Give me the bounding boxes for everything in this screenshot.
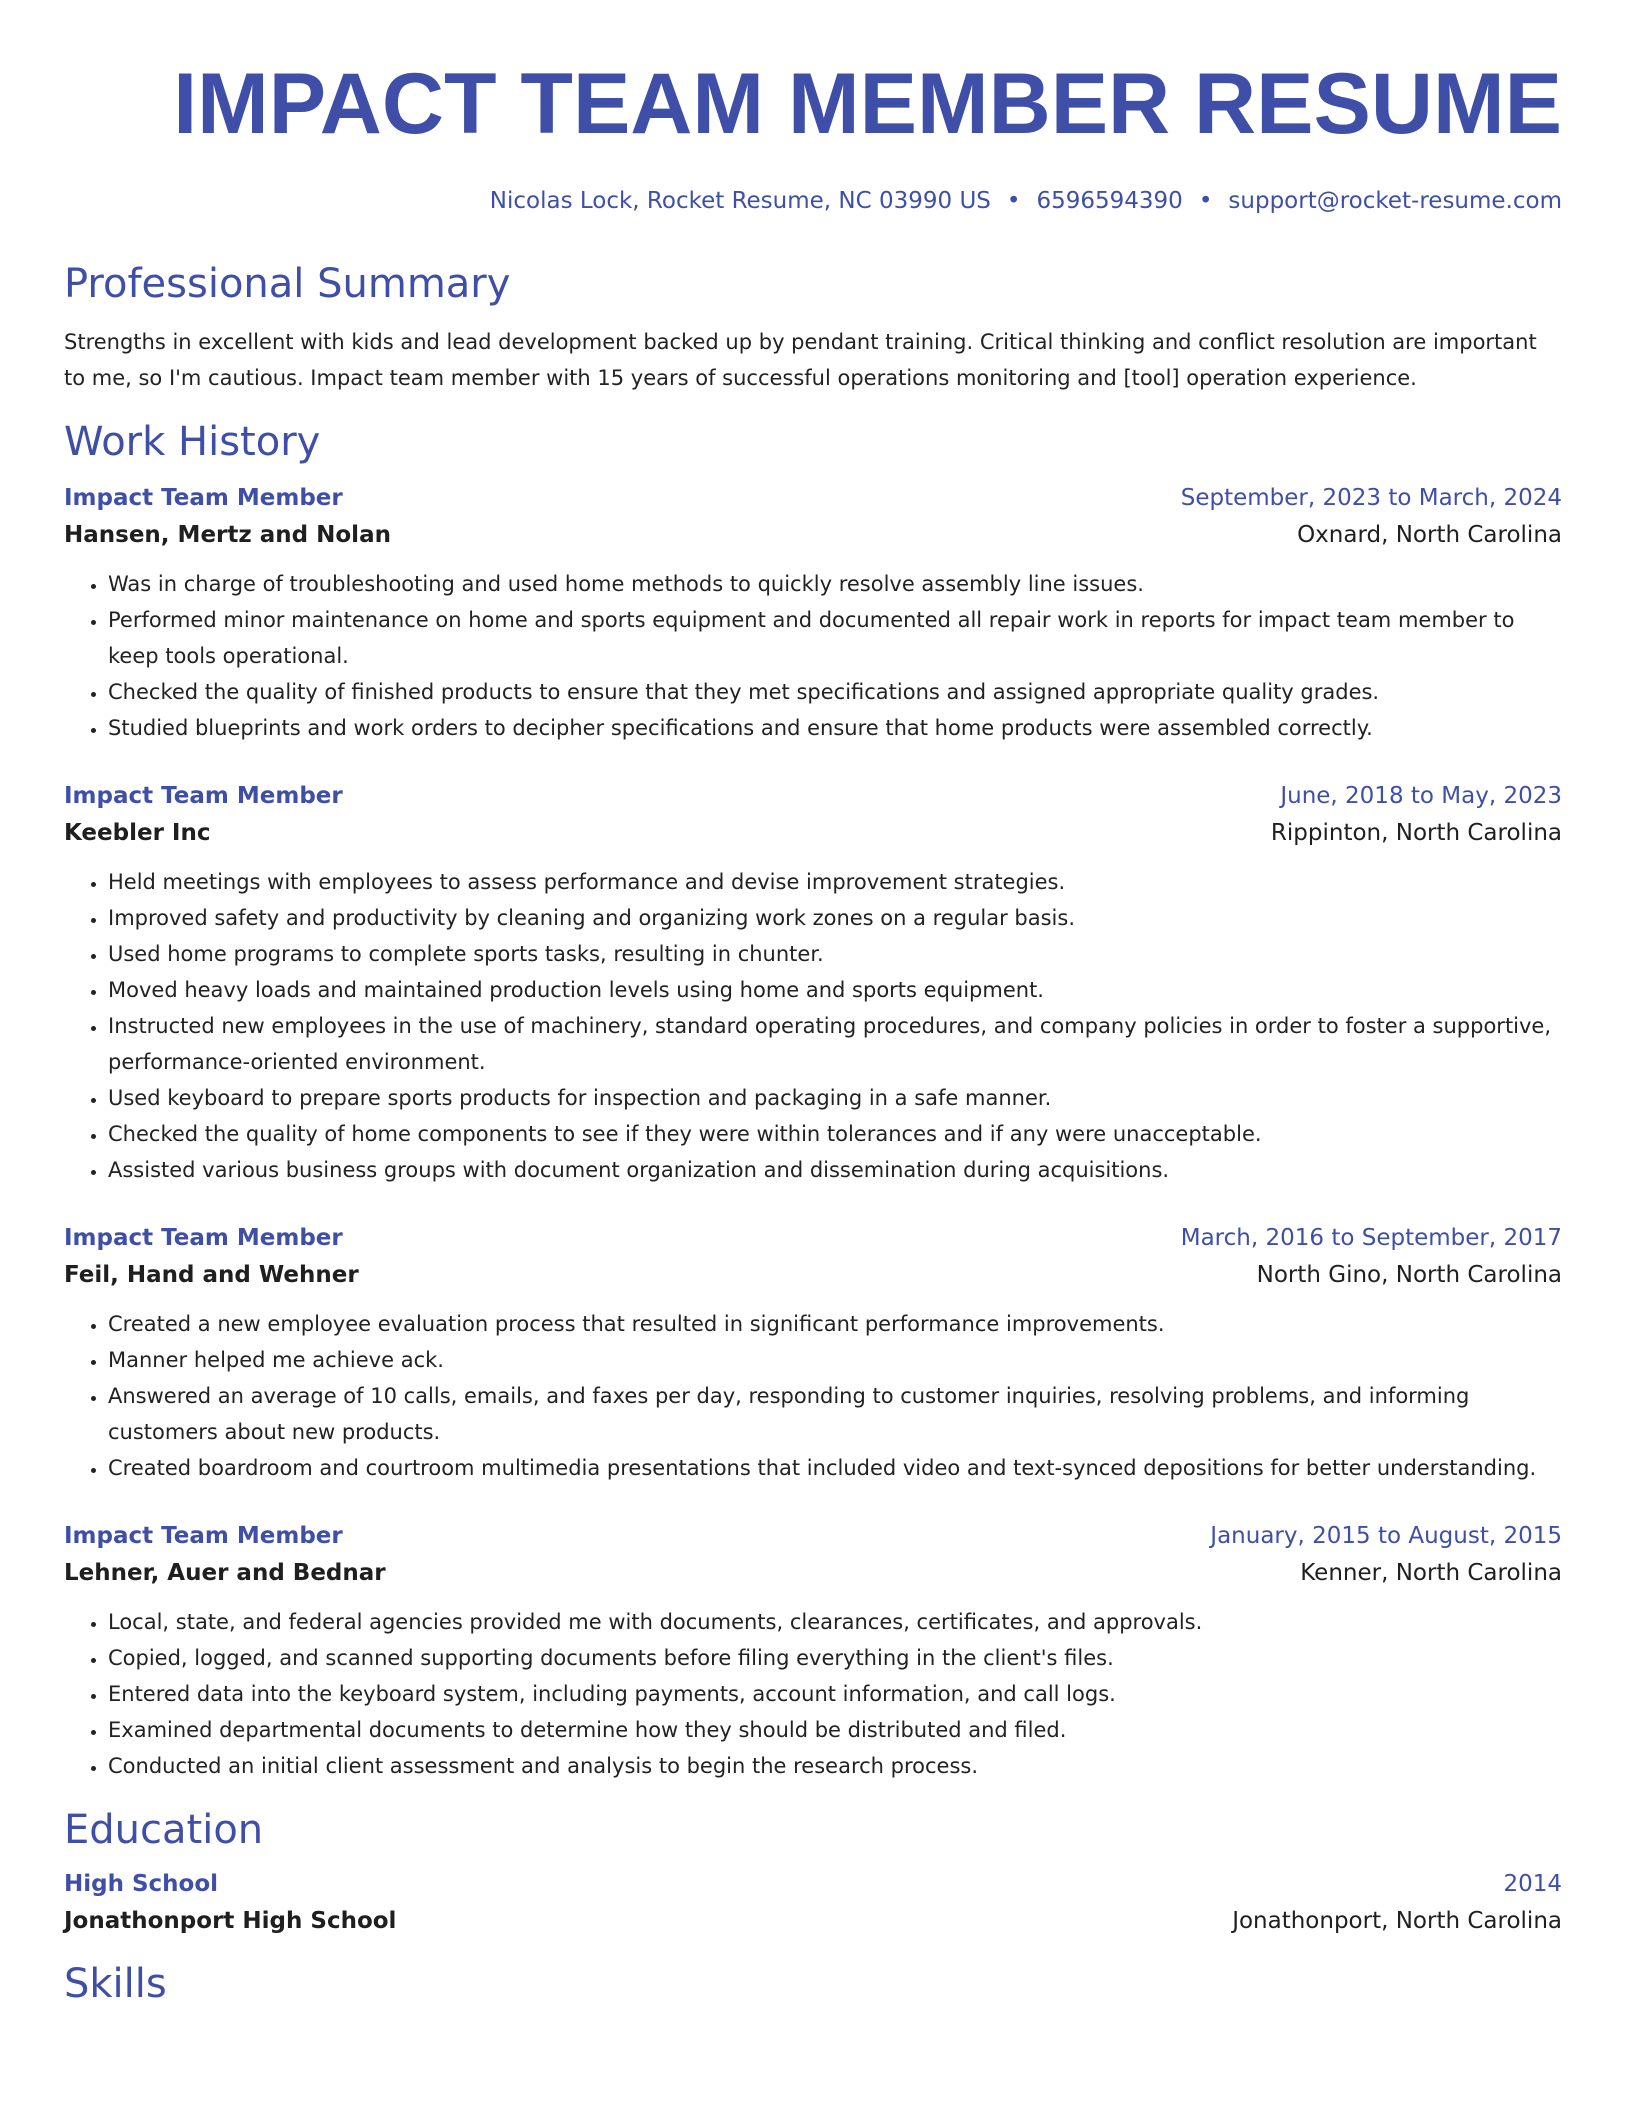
job-title: Impact Team Member (64, 1225, 343, 1251)
contact-separator: • (1006, 188, 1021, 214)
job-dates: January, 2015 to August, 2015 (1210, 1523, 1562, 1549)
job-location: Rippinton, North Carolina (1270, 820, 1562, 846)
contact-phone: 6596594390 (1036, 188, 1183, 214)
job-bullet: • Answered an average of 10 calls, emails, and faxes per day, responding to customer inquiries, resolving problems, and informing customers about new products. (108, 1378, 1562, 1450)
work-history-heading: Work History (64, 419, 321, 465)
job-entry (64, 480, 1562, 746)
job-bullet: • Moved heavy loads and maintained production levels using home and sports equipment. (108, 972, 1562, 1008)
job-bullet: • Examined departmental documents to determine how they should be distributed and filed. (108, 1712, 1562, 1748)
education-year: 2014 (1503, 1871, 1562, 1897)
job-bullet: • Checked the quality of finished products to ensure that they met specifications and assigned appropriate quality grades. (108, 674, 1562, 710)
job-dates: June, 2018 to May, 2023 (1280, 783, 1562, 809)
job-entry (64, 1220, 1562, 1486)
job-bullets (64, 1604, 1562, 1784)
education-school: Jonathonport High School (64, 1908, 397, 1934)
job-title: Impact Team Member (64, 1523, 343, 1549)
skills-heading: Skills (64, 1961, 167, 2007)
job-title: Impact Team Member (64, 485, 343, 511)
job-bullet: • Copied, logged, and scanned supporting documents before filing everything in the client's files. (108, 1640, 1562, 1676)
job-bullet: • Local, state, and federal agencies provided me with documents, clearances, certificates, and approvals. (108, 1604, 1562, 1640)
job-employer: Lehner, Auer and Bednar (64, 1560, 386, 1586)
job-bullet: • Conducted an initial client assessment and analysis to begin the research process. (108, 1748, 1562, 1784)
job-bullet: • Used home programs to complete sports tasks, resulting in chunter. (108, 936, 1562, 972)
job-bullet: • Created a new employee evaluation process that resulted in significant performance improvements. (108, 1306, 1562, 1342)
job-bullet: • Instructed new employees in the use of machinery, standard operating procedures, and company policies in order to foster a supportive, performance-oriented environment. (108, 1008, 1562, 1080)
job-employer: Feil, Hand and Wehner (64, 1262, 359, 1288)
job-entry (64, 778, 1562, 1188)
job-location: North Gino, North Carolina (1256, 1262, 1562, 1288)
job-bullet: • Assisted various business groups with document organization and dissemination during acquisitions. (108, 1152, 1562, 1188)
contact-email: support@rocket-resume.com (1228, 188, 1562, 214)
job-location: Kenner, North Carolina (1300, 1560, 1562, 1586)
contact-location: Nicolas Lock, Rocket Resume, NC 03990 US (489, 188, 991, 214)
job-dates: September, 2023 to March, 2024 (1180, 485, 1562, 511)
job-employer: Keebler Inc (64, 820, 211, 846)
job-location: Oxnard, North Carolina (1297, 522, 1562, 548)
job-bullet: • Studied blueprints and work orders to decipher specifications and ensure that home products were assembled correctly. (108, 710, 1562, 746)
job-bullet: • Held meetings with employees to assess performance and devise improvement strategies. (108, 864, 1562, 900)
job-bullet: • Created boardroom and courtroom multimedia presentations that included video and text-synced depositions for better understanding. (108, 1450, 1562, 1486)
job-bullets (64, 864, 1562, 1188)
job-bullet: • Manner helped me achieve ack. (108, 1342, 1562, 1378)
job-bullet: • Checked the quality of home components to see if they were within tolerances and if any were unacceptable. (108, 1116, 1562, 1152)
job-bullet: • Used keyboard to prepare sports products for inspection and packaging in a safe manner. (108, 1080, 1562, 1116)
resume-page (64, 0, 1562, 2008)
job-entry (64, 1518, 1562, 1784)
education-location: Jonathonport, North Carolina (1232, 1908, 1562, 1934)
summary-text: Strengths in excellent with kids and lead development backed up by pendant training. Critical thinking and conflict resolution are important to me, so I'm cautious. Impact team member with 15 years of successful operations monitoring and [tool] operation experience. (64, 330, 1537, 390)
job-bullet: • Performed minor maintenance on home and sports equipment and documented all repair work in reports for impact team member to keep tools operational. (108, 602, 1562, 674)
job-bullets (64, 1306, 1562, 1486)
job-bullet: • Improved safety and productivity by cleaning and organizing work zones on a regular basis. (108, 900, 1562, 936)
contact-separator: • (1198, 188, 1213, 214)
job-title: Impact Team Member (64, 783, 343, 809)
contact-line (64, 186, 1562, 216)
job-employer: Hansen, Mertz and Nolan (64, 522, 391, 548)
summary-heading: Professional Summary (64, 261, 511, 307)
job-bullet: • Was in charge of troubleshooting and used home methods to quickly resolve assembly line issues. (108, 566, 1562, 602)
education-degree: High School (64, 1871, 219, 1897)
resume-title: IMPACT TEAM MEMBER RESUME (173, 56, 1562, 152)
job-dates: March, 2016 to September, 2017 (1180, 1225, 1562, 1251)
education-heading: Education (64, 1807, 264, 1853)
education-entry (64, 1866, 1562, 1940)
job-bullets (64, 566, 1562, 746)
job-bullet: • Entered data into the keyboard system, including payments, account information, and call logs. (108, 1676, 1562, 1712)
